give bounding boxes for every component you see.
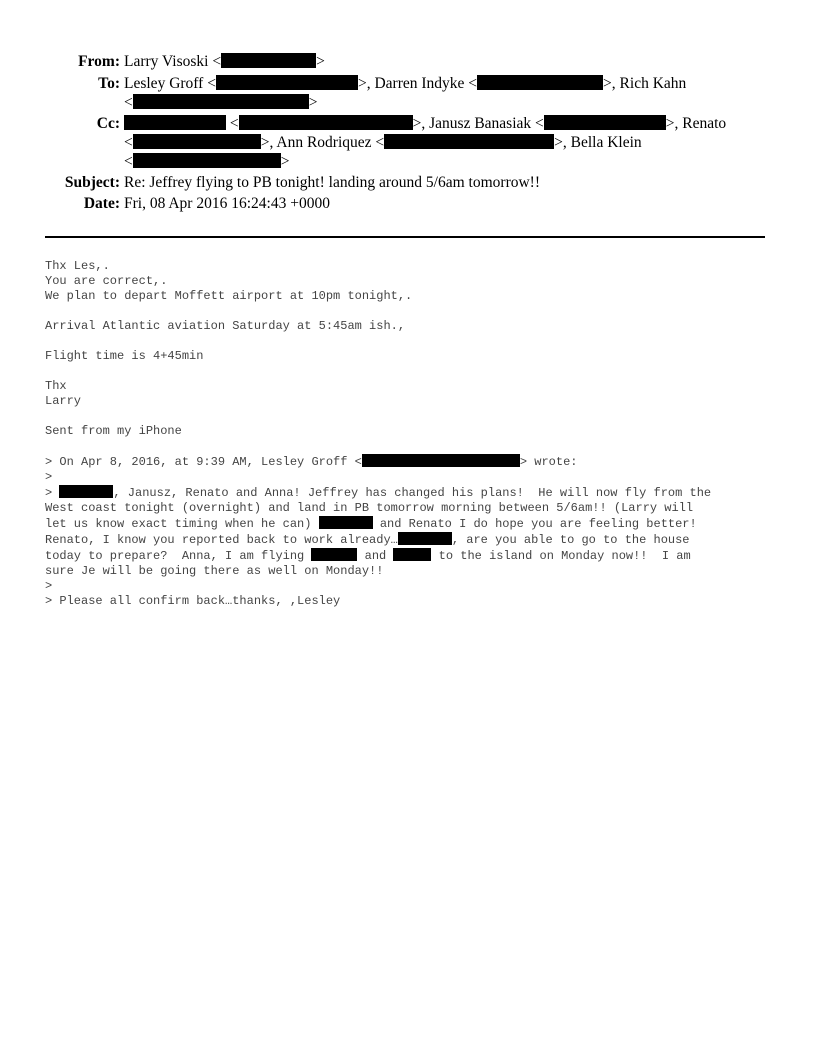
- redaction-box: [362, 454, 520, 467]
- body-line: [45, 304, 775, 319]
- redaction-box: [544, 115, 666, 130]
- redaction-box: [384, 134, 554, 149]
- redaction-box: [239, 115, 413, 130]
- redaction-box: [124, 115, 226, 130]
- email-body: [45, 259, 775, 609]
- body-line: We plan to depart Moffett airport at 10pm tonight,.: [45, 289, 413, 303]
- to-label: To:: [98, 75, 120, 92]
- subject-text: Re: Jeffrey flying to PB tonight! landing around 5/6am tomorrow!!: [124, 174, 540, 191]
- body-line: [45, 364, 775, 379]
- from-label: From:: [78, 53, 120, 70]
- redaction-box: [477, 75, 603, 90]
- to-name-2: Darren Indyke: [374, 75, 465, 92]
- quote-line: let us know exact timing when he can) and Renato I do hope you are feeling better!: [45, 517, 697, 531]
- redaction-box: [393, 548, 431, 561]
- quote-intro-line: > On Apr 8, 2016, at 9:39 AM, Lesley Groff < > wrote:: [45, 455, 578, 469]
- quote-line: > , Janusz, Renato and Anna! Jeffrey has changed his plans! He will now fly from the: [45, 486, 712, 500]
- body-line: Sent from my iPhone: [45, 424, 182, 438]
- cc-name-1: Janusz Banasiak: [429, 115, 532, 132]
- email-header: [0, 52, 816, 213]
- body-line: Arrival Atlantic aviation Saturday at 5:45am ish.,: [45, 319, 406, 333]
- cc-row: Cc: < >, Janusz Banasiak < >, Renato < >, Ann Rodriquez < >, Bella Klein < >: [96, 115, 727, 170]
- body-line: Thx: [45, 379, 67, 393]
- redaction-box: [221, 53, 316, 68]
- date-text: Fri, 08 Apr 2016 16:24:43 +0000: [124, 195, 330, 212]
- quote-line: >: [45, 579, 53, 593]
- quote-line: today to prepare? Anna, I am flying and to the island on Monday now!! I am: [45, 549, 691, 563]
- quote-line: >: [45, 470, 53, 484]
- quote-line: sure Je will be going there as well on Monday!!: [45, 564, 384, 578]
- cc-label: Cc:: [96, 115, 120, 132]
- cc-name-4: Bella Klein: [570, 134, 642, 151]
- redaction-box: [59, 485, 113, 498]
- from-name: Larry Visoski: [124, 53, 209, 70]
- body-line: Larry: [45, 394, 82, 408]
- subject-row: [0, 173, 816, 192]
- redaction-box: [398, 532, 452, 545]
- body-line: [45, 409, 775, 424]
- cc-name-3: Ann Rodriquez: [276, 134, 372, 151]
- date-label: Date:: [83, 195, 120, 212]
- redaction-box: [133, 94, 309, 109]
- body-line: [45, 334, 775, 349]
- redaction-box: [133, 153, 281, 168]
- redaction-box: [311, 548, 357, 561]
- quote-line: Renato, I know you reported back to work already… , are you able to go to the house: [45, 533, 690, 547]
- body-line: [45, 439, 775, 454]
- subject-label: Subject:: [64, 174, 120, 191]
- quote-line: > Please all confirm back…thanks, ,Lesley: [45, 594, 341, 608]
- cc-name-2: Renato: [682, 115, 727, 132]
- date-row: [0, 194, 816, 213]
- redaction-box: [216, 75, 358, 90]
- header-divider: [45, 236, 765, 238]
- redaction-box: [133, 134, 261, 149]
- quote-line: West coast tonight (overnight) and land in PB tomorrow morning between 5/6am!! (Larry will: [45, 501, 694, 515]
- from-row: From: Larry Visoski < >: [78, 53, 325, 70]
- redaction-box: [319, 516, 373, 529]
- body-line: Flight time is 4+45min: [45, 349, 204, 363]
- to-name-1: Lesley Groff: [124, 75, 204, 92]
- to-row: To: Lesley Groff < >, Darren Indyke < >, Rich Kahn < >: [98, 75, 687, 111]
- body-line: You are correct,.: [45, 274, 168, 288]
- to-name-3: Rich Kahn: [619, 75, 687, 92]
- body-line: Thx Les,.: [45, 259, 110, 273]
